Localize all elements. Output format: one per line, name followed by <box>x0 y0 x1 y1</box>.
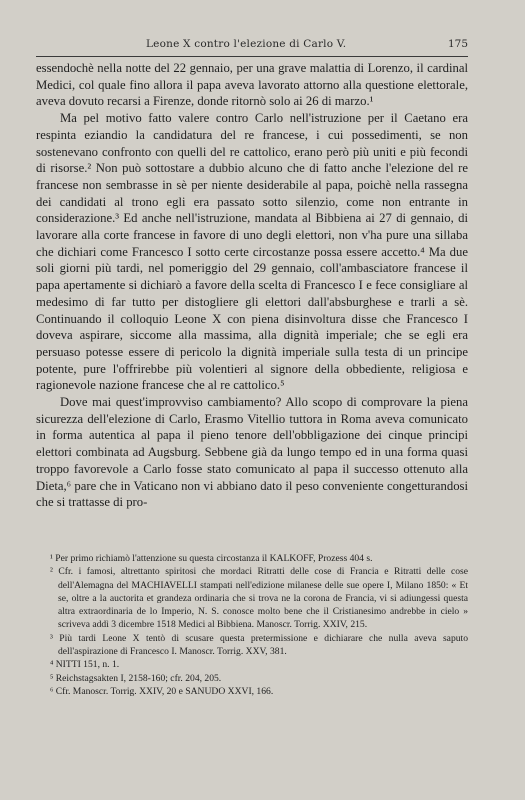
running-title: Leone X contro l'elezione di Carlo V. <box>146 38 347 50</box>
main-text <box>36 60 468 511</box>
footnote-2: ² Cfr. i famosi, altrettanto spiritosi che mordaci Ritratti delle cose di Francia e Ritratti delle cose dell'Alemagna del MACHIAVELLI stampati nell'edizione milanese delle sue opere I, Milano 1850: « Et se, oltre a la auctorita et grandeza ordinaria che si trova ne la corona de Francia, vi si adiungessi questa altra extraordinaria de lo Imperio, N. S. conosce molto bene che il Cristianesimo andrebbe in cielo » scriveva addì 3 dicembre 1518 Medici al Bibbiena. Manoscr. Torrig. XXIV, 215. <box>50 566 468 631</box>
paragraph-2: Ma pel motivo fatto valere contro Carlo nell'istruzione per il Caetano era respinta eziandio la candidatura del re francese, i cui possedimenti, se non sostenevano confronto con quelli del re cattolico, erano però più uniti e più fecondi di risorse.² Non può sottostare a dubbio alcuno che di fatto anche l'elezione del re francese non sembrasse in sè per niente desiderabile al papa, poichè nella rassegna dei candidati al trono egli era passato sotto silenzio, come non entrante in considerazione.³ Ed anche nell'istruzione, mandata al Bibbiena ai 27 di gennaio, di lavorare alla corte francese in favore di uno degli elettori, non v'ha pure una sillaba che dichiari come Francesco I sotto certe circostanze possa essere accetto.⁴ Ma due soli giorni più tardi, nel pomeriggio del 29 gennaio, coll'ambasciatore francese il papa apertamente si dichiarò a favore della scelta di Francesco I e fece consigliare al medesimo di far tutto per distogliere gli elettori dall'absburghese e trarli a sè. Continuando il colloquio Leone X con piena disinvoltura disse che Francesco I doveva aspirare, siccome alla massima, alla dignità imperiale; che se egli era persuaso potesse essere di pericolo la dignità imperiale sulla testa di un principe potente, pure l'offrirebbe più volentieri al signore della obbediente, religiosa e ragionevole nazione francese che al re cattolico.⁵ <box>36 111 468 393</box>
footnotes <box>36 552 468 698</box>
header-rule <box>36 56 468 57</box>
footnote-6: ⁶ Cfr. Manoscr. Torrig. XXIV, 20 e SANUDO XXVI, 166. <box>50 685 274 697</box>
footnote-5: ⁵ Reichstagsakten I, 2158-160; cfr. 204, 205. <box>50 672 222 684</box>
paragraph-3: Dove mai quest'improvviso cambiamento? Allo scopo di comprovare la piena sicurezza dell'elezione di Carlo, Erasmo Vitellio tuttora in Roma aveva comunicato in forma autentica al papa il pieno tenore dell'obbligazione dei cinque principi elettori combinata ad Augsburg. Sebbene già da lungo tempo ed in una forma quasi troppo favorevole a Carlo fosse stato comunicato al papa il successo ottenuto alla Dieta,⁶ pare che in Vaticano non vi abbiano dato il peso conveniente congetturandosi che si trattasse di pro- <box>36 395 468 510</box>
paragraph-1: essendochè nella notte del 22 gennaio, per una grave malattia di Lorenzo, il cardinal Medici, col quale fino allora il papa aveva lavorato attorno alla questione elettorale, aveva dovuto recarsi a Firenze, donde ritornò solo ai 26 di marzo.¹ <box>36 61 468 109</box>
footnote-4: ⁴ NITTI 151, n. 1. <box>50 659 120 671</box>
footnote-1: ¹ Per primo richiamò l'attenzione su questa circostanza il KALKOFF, Prozess 404 s. <box>50 553 373 564</box>
running-header <box>36 38 468 54</box>
page-number: 175 <box>447 38 468 50</box>
footnote-3: ³ Più tardi Leone X tentò di scusare questa pretermissione e dichiarare che nulla aveva saputo dell'aspirazione di Francesco I. Manoscr. Torrig. XXV, 381. <box>50 632 468 658</box>
